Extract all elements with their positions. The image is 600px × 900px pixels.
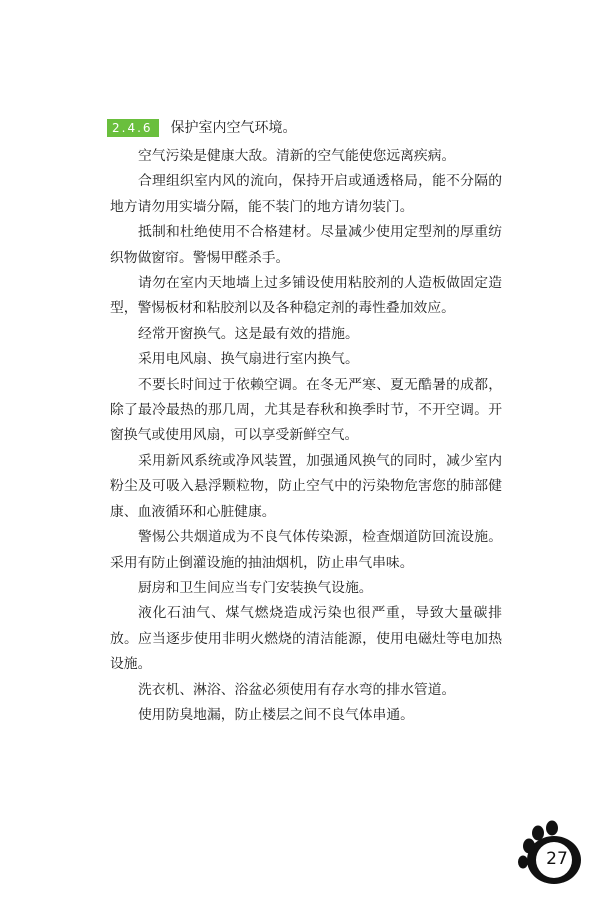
body-text xyxy=(110,144,502,728)
paragraph: 抵制和杜绝使用不合格建材。尽量减少使用定型剂的厚重纺织物做窗帘。警惕甲醛杀手。 xyxy=(110,224,502,266)
paragraph: 请勿在室内天地墙上过多铺设使用粘胶剂的人造板做固定造型，警惕板材和粘胶剂以及各种稳定剂的毒性叠加效应。 xyxy=(110,275,502,317)
paragraph: 采用电风扇、换气扇进行室内换气。 xyxy=(138,351,359,368)
paragraph: 警惕公共烟道成为不良气体传染源，检查烟道防回流设施。采用有防止倒灌设施的抽油烟机，防止串气串味。 xyxy=(110,529,502,571)
section-title: 保护室内空气环境。 xyxy=(170,120,297,136)
paragraph: 厨房和卫生间应当专门安装换气设施。 xyxy=(138,579,373,596)
section-number-badge: 2.4.6 xyxy=(107,119,159,137)
page-number: 27 xyxy=(546,849,568,869)
paragraph: 空气污染是健康大敌。清新的空气能使您远离疾病。 xyxy=(138,148,456,164)
paragraph: 液化石油气、煤气燃烧造成污染也很严重，导致大量碳排放。应当逐步使用非明火燃烧的清洁能源，使用电磁灶等电加热设施。 xyxy=(110,605,502,673)
paragraph: 使用防臭地漏，防止楼层之间不良气体串通。 xyxy=(138,706,414,723)
paragraph: 采用新风系统或净风装置，加强通风换气的同时，减少室内粉尘及可吸入悬浮颗粒物，防止空气中的污染物危害您的肺部健康、血液循环和心脏健康。 xyxy=(110,452,502,520)
paragraph: 不要长时间过于依赖空调。在冬无严寒、夏无酷暑的成都，除了最冷最热的那几周，尤其是春秋和换季时节，不开空调。开窗换气或使用风扇，可以享受新鲜空气。 xyxy=(110,376,502,444)
section-heading xyxy=(107,118,297,138)
paragraph: 合理组织室内风的流向，保持开启或通透格局，能不分隔的地方请勿用实墙分隔，能不装门的地方请勿装门。 xyxy=(110,173,502,215)
paragraph: 洗衣机、淋浴、浴盆必须使用有存水弯的排水管道。 xyxy=(138,681,456,698)
paragraph: 经常开窗换气。这是最有效的措施。 xyxy=(138,325,359,342)
